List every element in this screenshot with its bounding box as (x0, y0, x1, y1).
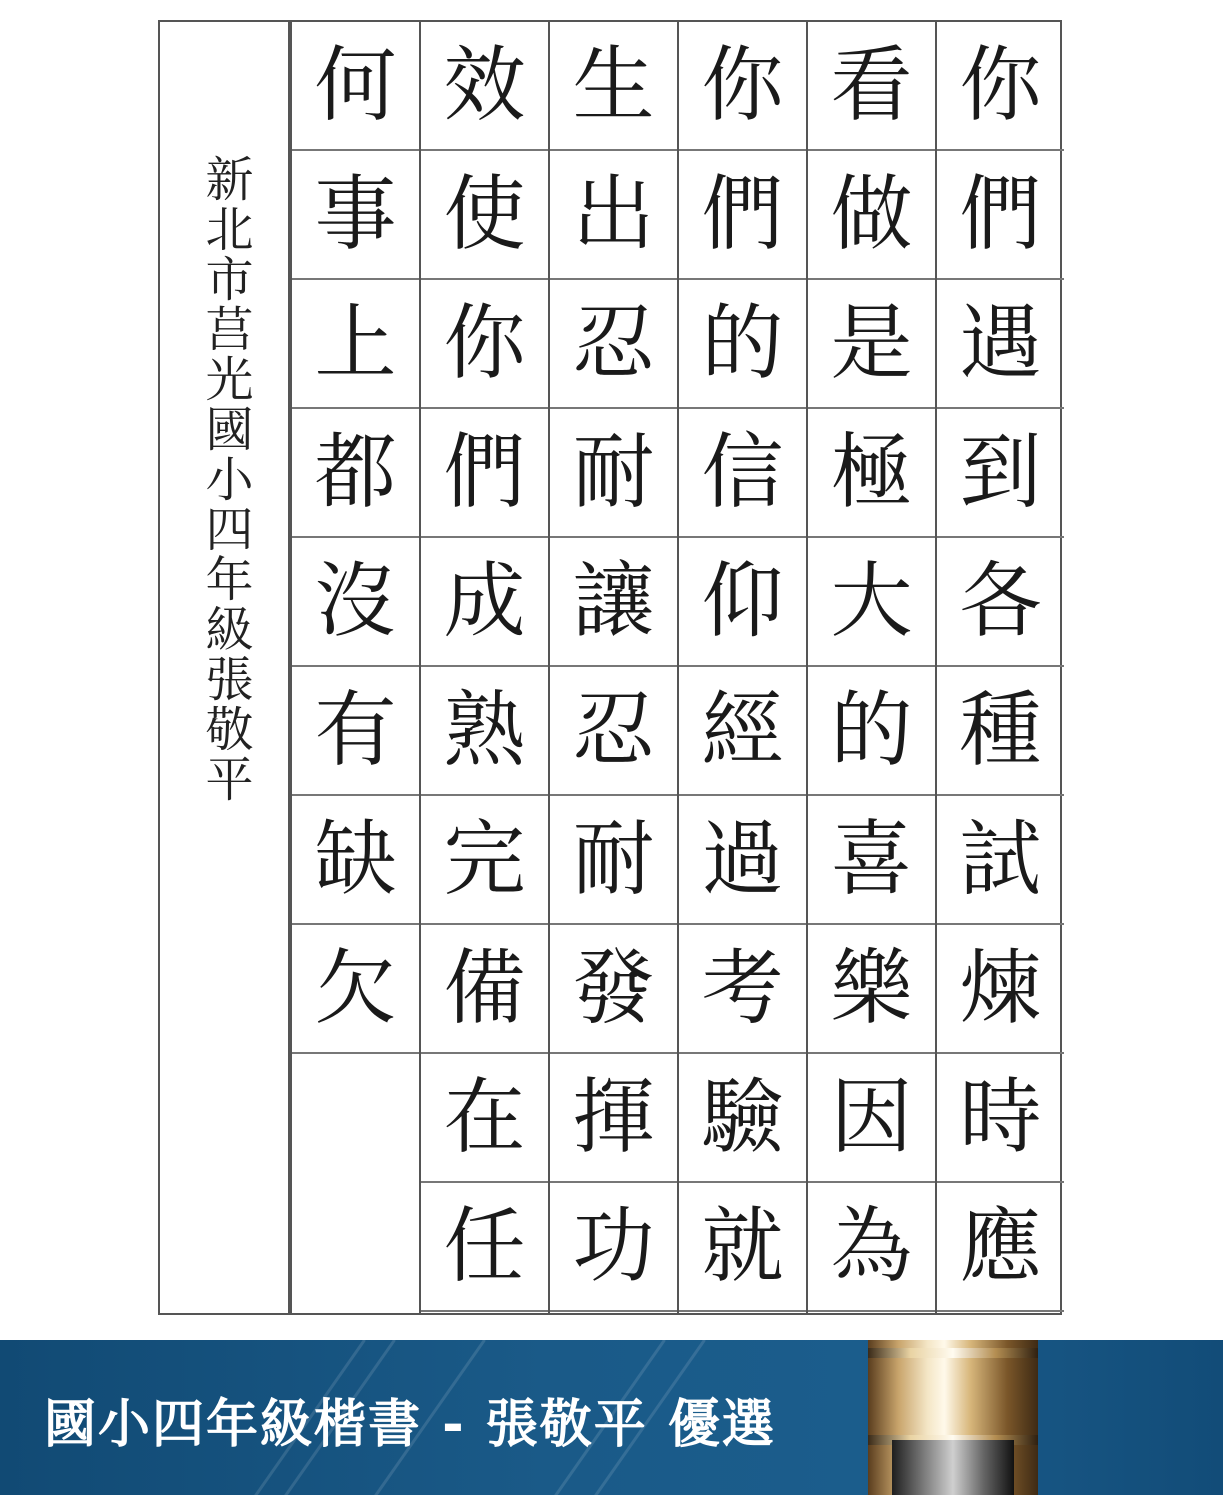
author-signature: 新北市莒光國小四年級張敬平 (197, 154, 253, 804)
character-cell: 大 (808, 538, 935, 667)
character-cell: 上 (292, 280, 419, 409)
text-column (935, 22, 1064, 1315)
character-cell: 們 (679, 151, 806, 280)
character-cell: 生 (550, 22, 677, 151)
character-cell: 應 (937, 1183, 1064, 1312)
character-cell: 極 (808, 409, 935, 538)
caption-banner (0, 1340, 1223, 1495)
character-cell: 因 (808, 1054, 935, 1183)
character-cell: 缺 (292, 796, 419, 925)
pen-grip (892, 1440, 1014, 1495)
character-cell: 備 (421, 925, 548, 1054)
character-cell: 揮 (550, 1054, 677, 1183)
character-cell: 耐 (550, 409, 677, 538)
character-cell: 種 (937, 667, 1064, 796)
character-cell: 樂 (808, 925, 935, 1054)
character-cell: 功 (550, 1183, 677, 1312)
character-cell: 完 (421, 796, 548, 925)
character-cell: 就 (679, 1183, 806, 1312)
author-column (160, 22, 290, 1313)
character-cell: 是 (808, 280, 935, 409)
character-cell: 仰 (679, 538, 806, 667)
character-cell: 做 (808, 151, 935, 280)
character-cell: 讓 (550, 538, 677, 667)
character-cell: 熟 (421, 667, 548, 796)
character-cell: 你 (679, 22, 806, 151)
character-cell: 忍 (550, 280, 677, 409)
character-cell: 時 (937, 1054, 1064, 1183)
empty-cell (292, 1183, 419, 1312)
caption-title: 國小四年級楷書 - 張敬平 優選 (44, 1395, 776, 1455)
character-cell: 考 (679, 925, 806, 1054)
text-column (677, 22, 806, 1315)
empty-cell (292, 1054, 419, 1183)
character-cell: 出 (550, 151, 677, 280)
character-cell: 各 (937, 538, 1064, 667)
character-cell: 任 (421, 1183, 548, 1312)
text-column (548, 22, 677, 1315)
character-cell: 的 (679, 280, 806, 409)
character-cell: 使 (421, 151, 548, 280)
character-cell: 效 (421, 22, 548, 151)
character-cell: 試 (937, 796, 1064, 925)
character-cell: 你 (421, 280, 548, 409)
character-cell: 煉 (937, 925, 1064, 1054)
character-cell: 欠 (292, 925, 419, 1054)
character-cell: 遇 (937, 280, 1064, 409)
character-cell: 的 (808, 667, 935, 796)
character-cell: 發 (550, 925, 677, 1054)
text-column (419, 22, 548, 1315)
character-cell: 事 (292, 151, 419, 280)
character-cell: 都 (292, 409, 419, 538)
text-column (806, 22, 935, 1315)
character-cell: 有 (292, 667, 419, 796)
character-cell: 驗 (679, 1054, 806, 1183)
character-cell: 耐 (550, 796, 677, 925)
character-grid (290, 22, 1062, 1313)
character-cell: 成 (421, 538, 548, 667)
character-cell: 沒 (292, 538, 419, 667)
character-cell: 信 (679, 409, 806, 538)
character-cell: 為 (808, 1183, 935, 1312)
character-cell: 經 (679, 667, 806, 796)
character-cell: 過 (679, 796, 806, 925)
calligraphy-sheet (158, 20, 1062, 1315)
character-cell: 喜 (808, 796, 935, 925)
character-cell: 們 (937, 151, 1064, 280)
character-cell: 你 (937, 22, 1064, 151)
character-cell: 忍 (550, 667, 677, 796)
character-cell: 何 (292, 22, 419, 151)
character-cell: 到 (937, 409, 1064, 538)
character-cell: 們 (421, 409, 548, 538)
character-cell: 看 (808, 22, 935, 151)
character-cell: 在 (421, 1054, 548, 1183)
text-column (290, 22, 419, 1315)
